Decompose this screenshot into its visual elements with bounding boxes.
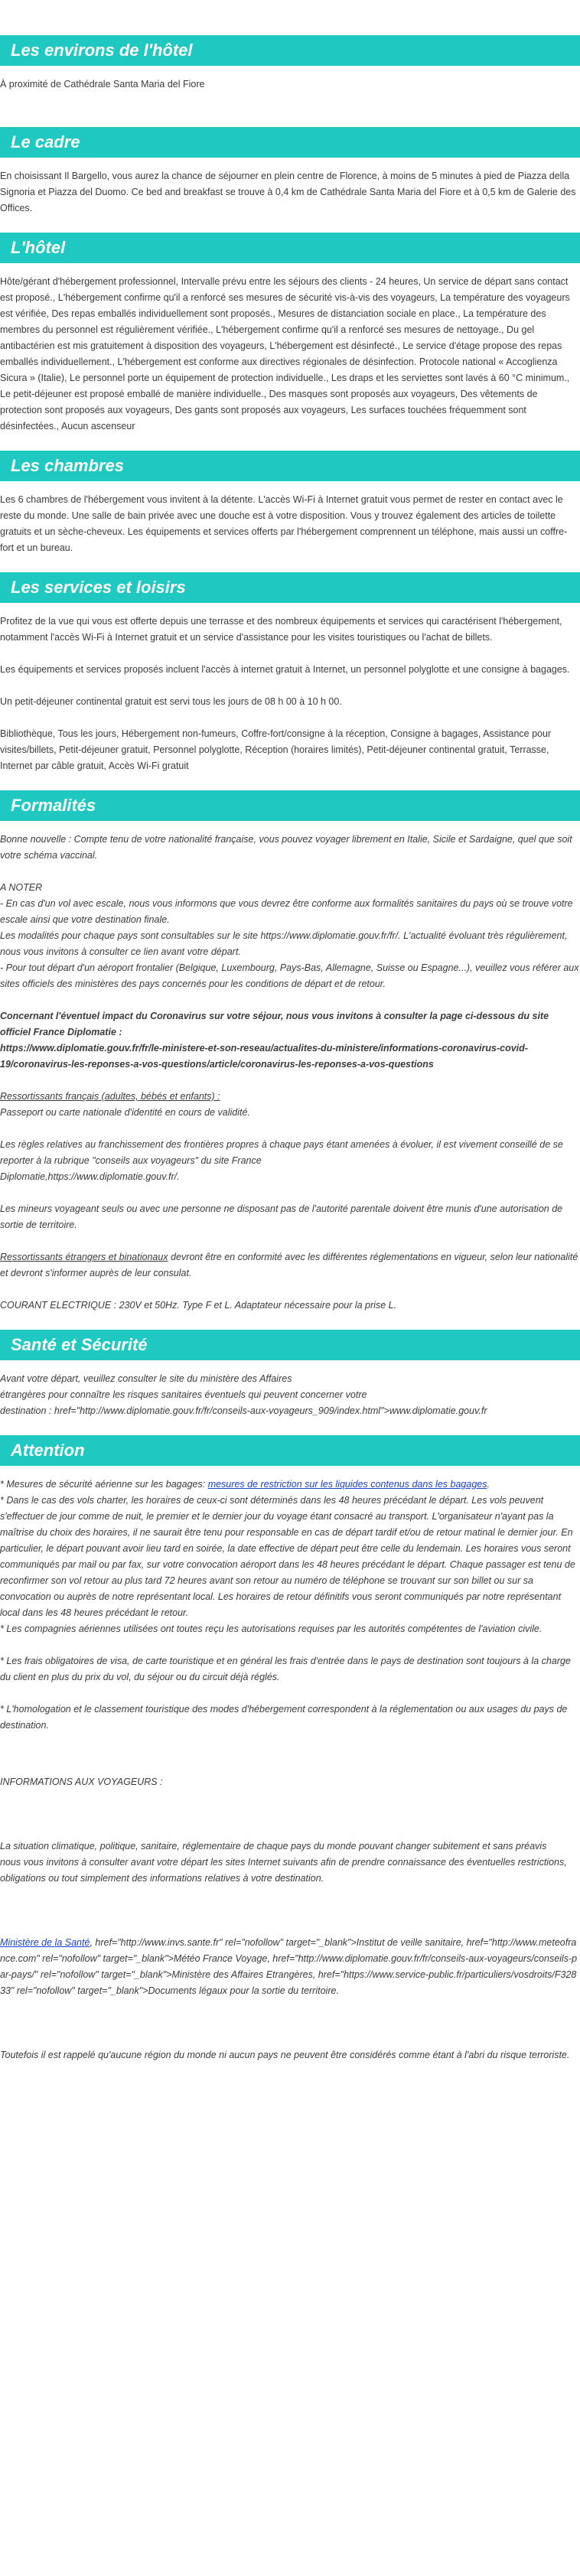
bagages-restriction-link[interactable]: mesures de restriction sur les liquides contenus dans les bagages — [207, 1479, 487, 1490]
formalites-etrangers-body: devront être en conformité avec les différentes réglementations en vigueur, selon leur nationalité et devront s'informer auprès de leur consulat. — [0, 1252, 578, 1278]
formalites-etrangers-title: Ressortissants étrangers et binationaux — [0, 1252, 168, 1262]
section-hotel — [0, 233, 580, 435]
formalites-ressortissants-body: Passeport ou carte nationale d'identité en cours de validité. — [0, 1107, 250, 1118]
attention-bagages-prefix: * Mesures de sécurité aérienne sur les bagages: — [0, 1479, 208, 1490]
attention-charter-text: * Dans le cas des vols charter, les horaires de ceux-ci sont déterminés dans les 48 heures précédant le départ. Les vols peuvent s'effectuer de jour comme de nuit, le premier et le dernier jour du voyage étant consacré au transport. L'organisateur n'ayant pas la maîtrise du choix des horaires, il ne saurait être tenu pour responsable en cas de départ tardif et/ou de retour matinal le dernier jour. En particulier, le départ pouvant avoir lieu tard en soirée, la date effective de départ peut être celle du lendemain. Les horaires vous seront communiqués par mail ou par fax, sur votre convocation aéroport dans les 48 heures précédant le départ. Chaque passager est tenu de reconfirmer son vol retour au plus tard 72 heures avant son retour au numéro de téléphone se trouvant sur son billet ou sur sa convocation ou auprès de notre représentant local. Les horaires de retour définitifs vous seront communiqués par notre représentant local dans les 48 heures précédant le retour. * Les compagnies aériennes utilisées ont toutes reçu les autorisations requises par les autorités compétentes de l'aviation civile. — [0, 1495, 575, 1634]
attention-visa-text: * Les frais obligatoires de visa, de carte touristique et en général les frais d'entrée dans le pays de destination sont toujours à la charge du client en plus du prix du vol, du séjour ou du circuit déjà réglés. — [0, 1656, 571, 1682]
attention-info-body: La situation climatique, politique, sanitaire, réglementaire de chaque pays du monde pouvant changer subitement et sans préavis nous vous invitons à consulter avant votre départ les sites Internet suivants afin de prendre connaissance des éventuelles restrictions, obligations ou tout simplement des informations relatives à votre destination. — [0, 1841, 567, 1884]
formalites-regles-text: Les règles relatives au franchissement des frontières propres à chaque pays étant amenées à évoluer, il est vivement conseillé de se reporter à la rubrique "conseils aux voyageurs" du site France Diplomatie,https://www.diplomatie.gouv.fr/. — [0, 1139, 563, 1182]
services-paragraph-4: Bibliothèque, Tous les jours, Hébergement non-fumeurs, Coffre-fort/consigne à la réception, Consigne à bagages, Assistance pour visites/billets, Petit-déjeuner gratuit, Personnel polyglotte, Réception (horaires limités), Petit-déjeuner continental gratuit, Terrasse, Internet par câble gratuit, Accès Wi-Fi gratuit — [0, 728, 552, 771]
services-paragraph-3: Un petit-déjeuner continental gratuit est servi tous les jours de 08 h 00 à 10 h 00. — [0, 696, 342, 707]
section-chambres — [0, 451, 580, 556]
section-attention — [0, 1435, 580, 2063]
section-title-chambres: Les chambres — [0, 451, 580, 481]
section-services — [0, 572, 580, 774]
section-title-sante: Santé et Sécurité — [0, 1330, 580, 1360]
services-paragraph-1: Profitez de la vue qui vous est offerte depuis une terrasse et des nombreux équipements et services qui caractérisent l'hébergement, notamment l'accès Wi-Fi à Internet gratuit et un service d'assistance pour les visites touristiques ou l'achat de billets. — [0, 616, 562, 643]
section-formalites — [0, 790, 580, 1314]
attention-links-text — [0, 1935, 580, 1999]
attention-bagages-line — [0, 1477, 580, 1493]
hotel-text: Hôte/gérant d'hébergement professionnel, Intervalle prévu entre les séjours des clients - 24 heures, Un service de départ sans contact est proposé., L'hébergement confirme qu'il a renforcé ses mesures de sécurité vis-à-vis des voyageurs, La température des voyageurs est vérifiée, Des repas emballés individuellement sont proposés., Mesures de distanciation sociale en place., La température des membres du personnel est régulièrement vérifiée., L'hébergement confirme qu'il a renforcé ses mesures de nettoyage., Du gel antibactérien est mis gratuitement à disposition des voyageurs, L'hébergement est désinfecté., Le service d'étage propose des repas emballés individuellement., L'hébergement est conforme aux directives régionales de désinfection. Protocole national « Accoglienza Sicura » (Italie), Le personnel porte un équipement de protection individuelle., Les draps et les serviettes sont lavés à 60 °C minimum., Le petit-déjeuner est proposé emballé de manière individuelle., Des masques sont proposés aux voyageurs, Des vêtements de protection sont proposés aux voyageurs, Des gants sont proposés aux voyageurs, Les surfaces touchées fréquemment sont désinfectées., Aucun ascenseur — [0, 276, 570, 432]
formalites-mineurs-text: Les mineurs voyageant seuls ou avec une personne ne disposant pas de l'autorité parentale doivent être munis d'une autorisation de sortie de territoire. — [0, 1203, 563, 1230]
section-title-services: Les services et loisirs — [0, 572, 580, 603]
chambres-text: Les 6 chambres de l'hébergement vous invitent à la détente. L'accès Wi-Fi à Internet gratuit vous permet de rester en contact avec le reste du monde. Une salle de bain privée avec une douche est à votre disposition. Vous y trouvez également des articles de toilette gratuits et un sèche-cheveux. Les équipements et services offerts par l'hébergement comprennent un téléphone, mais aussi un coffre-fort et un bureau. — [0, 494, 568, 553]
formalites-vaccin-text: Bonne nouvelle : Compte tenu de votre nationalité française, vous pouvez voyager librement en Italie, Sicile et Sardaigne, quel que soit votre schéma vaccinal. — [0, 834, 572, 861]
section-title-hotel: L'hôtel — [0, 233, 580, 263]
section-title-attention: Attention — [0, 1435, 580, 1466]
formalites-courant-text: COURANT ELECTRIQUE : 230V et 50Hz. Type F et L. Adaptateur nécessaire pour la prise L. — [0, 1300, 397, 1311]
section-title-formalites: Formalités — [0, 790, 580, 821]
section-title-cadre: Le cadre — [0, 127, 580, 158]
attention-bagages-suffix: . — [487, 1479, 490, 1490]
attention-homologation-text: * L'homologation et le classement touristique des modes d'hébergement correspondent à la réglementation ou aux usages du pays de destination. — [0, 1704, 568, 1731]
attention-links-rest: , href="http://www.invs.sante.fr" rel="nofollow" target="_blank">Institut de veille sanitaire, href="http://www.meteofrance.com" rel="nofollow" target="_blank">Météo France Voyage, href="http://www.diplomatie.gouv.fr/fr/conseils-aux-voyageurs/conseils-par-pays/" rel="nofollow" target="_blank">Ministère des Affaires Etrangères, href="https://www.service-public.fr/particuliers/vosdroits/F32833" rel="nofollow" target="_blank">Documents légaux pour la sortie du territoire. — [0, 1937, 578, 1996]
attention-info-title: INFORMATIONS AUX VOYAGEURS : — [0, 1776, 163, 1787]
section-sante — [0, 1330, 580, 1419]
ministere-sante-link[interactable]: Ministère de la Santé — [0, 1937, 90, 1948]
section-environs — [0, 35, 580, 93]
formalites-note-title: A NOTER — [0, 882, 43, 893]
formalites-ressortissants-title: Ressortissants français (adultes, bébés et enfants) : — [0, 1091, 220, 1102]
formalites-etrangers-text — [0, 1249, 580, 1281]
cadre-text: En choisissant Il Bargello, vous aurez la chance de séjourner en plein centre de Florence, à moins de 5 minutes à pied de Piazza della Signoria et Piazza del Duomo. Ce bed and breakfast se trouve à 0,4 km de Cathédrale Santa Maria del Fiore et à 0,5 km de Galerie des Offices. — [0, 171, 576, 213]
sante-text: Avant votre départ, veuillez consulter le site du ministère des Affaires étrangères pour connaître les risques sanitaires éventuels qui peuvent concerner votre destination : href="http://www.diplomatie.gouv.fr/fr/conseils-aux-voyageurs_909/index.html">www.diplomatie.gouv.fr — [0, 1373, 487, 1416]
services-paragraph-2: Les équipements et services proposés incluent l'accès à internet gratuit à Internet, un personnel polyglotte et une consigne à bagages. — [0, 664, 570, 675]
section-cadre — [0, 127, 580, 217]
formalites-note-body: - En cas d'un vol avec escale, nous vous informons que vous devrez être conforme aux formalités sanitaires du pays où se trouve votre escale ainsi que votre destination finale. Les modalités pour chaque pays sont consultables sur le site https://www.diplomatie.gouv.fr/fr/. L'actualité évoluant très régulièrement, nous vous invitons à consulter ce lien avant votre départ. - Pour tout départ d'un aéroport frontalier (Belgique, Luxembourg, Pays-Bas, Allemagne, Suisse ou Espagne...), veuillez vous référer aux sites officiels des ministères des pays concernés pour les conditions de départ et de retour. — [0, 898, 579, 989]
environs-text: À proximité de Cathédrale Santa Maria del Fiore — [0, 79, 205, 90]
section-title-environs: Les environs de l'hôtel — [0, 35, 580, 66]
formalites-coronavirus-text: Concernant l'éventuel impact du Coronavirus sur votre séjour, nous vous invitons à consulter la page ci-dessous du site officiel France Diplomatie : https://www.diplomatie.gouv.fr/fr/le-ministere-et-son-reseau/actualites-du-ministere/informations-coronavirus-covid-19/coronavirus-les-reponses-a-vos-questions/article/coronavirus-les-reponses-a-vos-questions — [0, 1011, 549, 1070]
attention-terror-text: Toutefois il est rappelé qu'aucune région du monde ni aucun pays ne peuvent être considérés comme étant à l'abri du risque terroriste. — [0, 2050, 570, 2060]
